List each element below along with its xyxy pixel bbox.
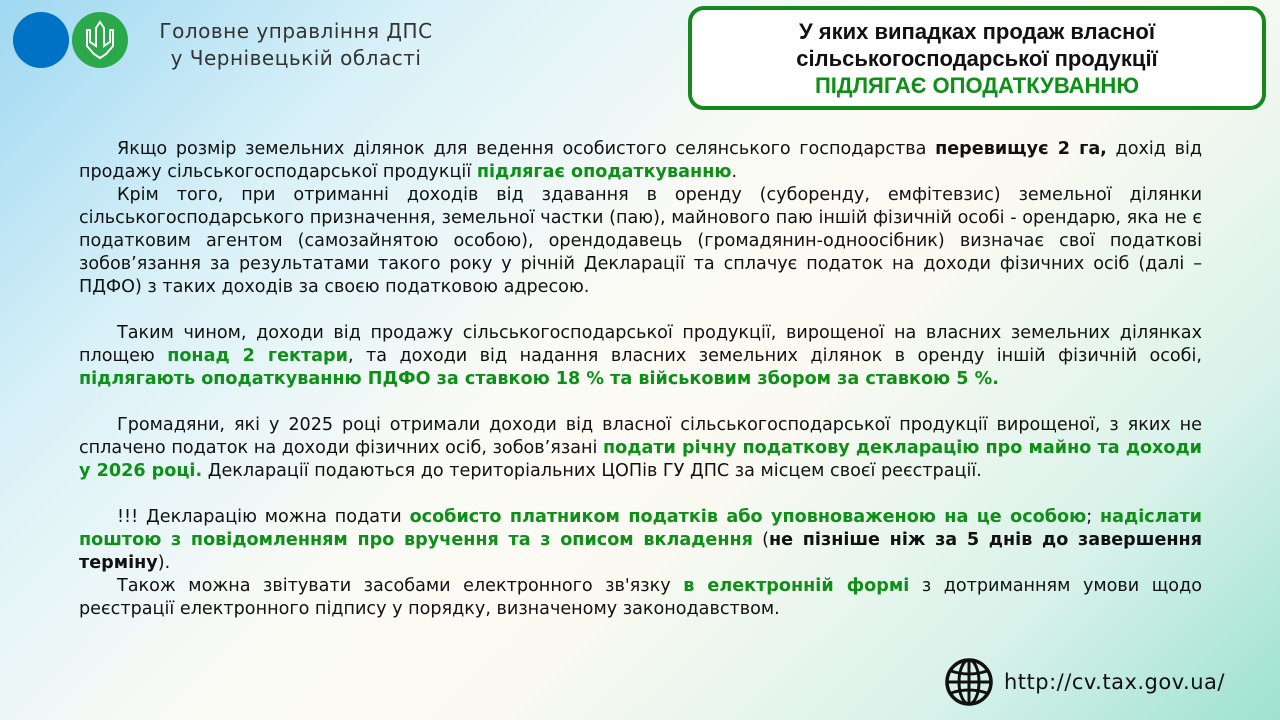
paragraph-4 xyxy=(79,414,1202,483)
dps-logo xyxy=(12,12,132,68)
paragraph-5 xyxy=(79,506,1202,575)
title-line-2: сільськогосподарської продукції xyxy=(796,46,1158,71)
text: , та доходи від надання власних земельних ділянок в оренду іншій фізичній особі, xyxy=(347,346,1203,366)
website-link[interactable] xyxy=(944,656,1225,708)
highlight-text: понад 2 гектари xyxy=(167,346,348,366)
paragraph-3 xyxy=(79,322,1202,391)
text: з дотриманням умови щодо реєстрації електронного підпису у порядку, визначеному законодавством. xyxy=(79,576,1202,619)
globe-icon xyxy=(944,657,994,707)
text: ). xyxy=(157,553,171,573)
text: Крім того, при отриманні доходів від здавання в оренду (суборенду, емфітевзис) земельної ділянки сільськогосподарського призначення, земельної частки (паю), майнового паю іншій фізичній особі - орендарю, яка не є податковим агентом (самозайнятою особою), орендодавець (громадянин-одноосібник) визначає свої податкові зобов’язання за результатами такого року у річній Декларації та сплачує податок на доходи фізичних осіб (далі – ПДФО) з таких доходів за своєю податковою адресою. xyxy=(79,185,1202,297)
text: дохід від продажу сільськогосподарської продукції xyxy=(79,139,1203,182)
highlight-text: подати річну податкову декларацію про майно та доходи у 2026 році. xyxy=(79,438,1202,481)
main-text xyxy=(79,138,1202,621)
highlight-text: в електронній формі xyxy=(683,576,910,596)
title-line-1: У яких випадках продаж власної xyxy=(798,19,1156,44)
text: Також можна звітувати засобами електронного зв'язку xyxy=(117,576,684,596)
website-url[interactable]: http://cv.tax.gov.ua/ xyxy=(1004,670,1225,694)
org-line-1: Головне управління ДПС xyxy=(159,19,433,43)
text: Таким чином, доходи від продажу сільськогосподарської продукції, вирощеної на власних земельних ділянках площею xyxy=(79,323,1202,366)
bold-text: не пізніше ніж за 5 днів до завершення терміну xyxy=(79,530,1202,573)
paragraph-2 xyxy=(79,184,1202,299)
highlight-text: особисто платником податків або уповноваженою на це особою xyxy=(409,507,1087,527)
text: . xyxy=(731,162,738,182)
organization-name xyxy=(146,18,446,72)
text: Якщо розмір земельних ділянок для ведення особистого селянського господарства xyxy=(117,139,936,159)
text: !!! Декларацію можна подати xyxy=(117,507,410,527)
highlight-text: надіслати поштою з повідомленням про вручення та з описом вкладення xyxy=(79,507,1202,550)
highlight-text: підлягають оподаткуванню ПДФО за ставкою 18 % та військовим збором за ставкою 5 %. xyxy=(79,369,999,389)
bold-text: перевищує 2 га, xyxy=(935,139,1107,159)
text: ( xyxy=(752,530,769,550)
highlight-text: підлягає оподаткуванню xyxy=(476,162,732,182)
title-line-3: ПІДЛЯГАЄ ОПОДАТКУВАННЮ xyxy=(814,73,1140,98)
text: Громадяни, які у 2025 році отримали доходи від власної сільськогосподарської продукції вирощеної, з яких не сплачено податок на доходи фізичних осіб, зобов’язані xyxy=(79,415,1202,458)
title-box xyxy=(688,6,1266,110)
paragraph-6 xyxy=(79,575,1202,621)
text: Декларації подаються до територіальних ЦОПів ГУ ДПС за місцем своєї реєстрації. xyxy=(202,461,982,481)
text: ; xyxy=(1086,507,1101,527)
org-line-2: у Чернівецькій області xyxy=(170,46,422,70)
paragraph-1 xyxy=(79,138,1202,184)
